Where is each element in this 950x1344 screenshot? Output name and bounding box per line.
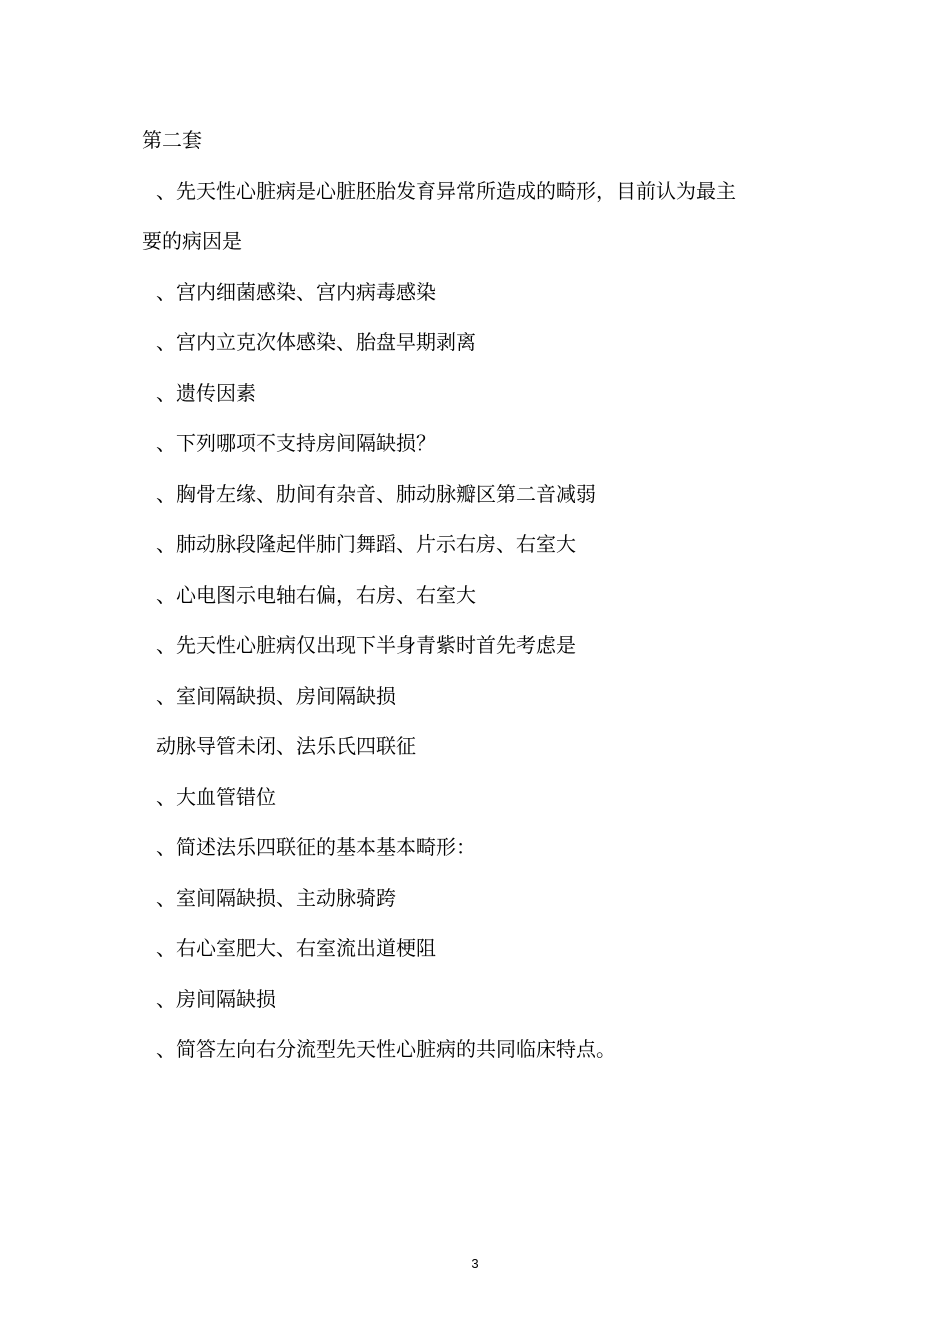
- option-line: 、大血管错位: [156, 785, 276, 809]
- option-line: 、房间隔缺损: [156, 987, 276, 1011]
- option-line: 、右心室肥大、右室流出道梗阻: [156, 936, 436, 960]
- option-line: 、宫内立克次体感染、胎盘早期剥离: [156, 330, 476, 354]
- option-line: 、心电图示电轴右偏，右房、右室大: [156, 583, 476, 607]
- question-1-line-1: 、先天性心脏病是心脏胚胎发育异常所造成的畸形，目前认为最主: [156, 179, 736, 203]
- question-2: 、下列哪项不支持房间隔缺损？: [156, 431, 436, 455]
- option-line: 、肺动脉段隆起伴肺门舞蹈、片示右房、右室大: [156, 532, 576, 556]
- option-line: 、室间隔缺损、主动脉骑跨: [156, 886, 396, 910]
- option-line: 、室间隔缺损、房间隔缺损: [156, 684, 396, 708]
- section-heading: 第二套: [142, 128, 202, 152]
- option-line: 、胸骨左缘、肋间有杂音、肺动脉瓣区第二音减弱: [156, 482, 596, 506]
- option-line: 、遗传因素: [156, 381, 256, 405]
- option-line: 、宫内细菌感染、宫内病毒感染: [156, 280, 436, 304]
- question-1-line-2: 要的病因是: [142, 229, 242, 253]
- question-3: 、先天性心脏病仅出现下半身青紫时首先考虑是: [156, 633, 576, 657]
- question-4: 、简述法乐四联征的基本基本畸形：: [156, 835, 476, 859]
- page-number: 3: [471, 1256, 479, 1271]
- option-line: 动脉导管未闭、法乐氏四联征: [156, 734, 416, 758]
- question-5: 、简答左向右分流型先天性心脏病的共同临床特点。: [156, 1037, 616, 1061]
